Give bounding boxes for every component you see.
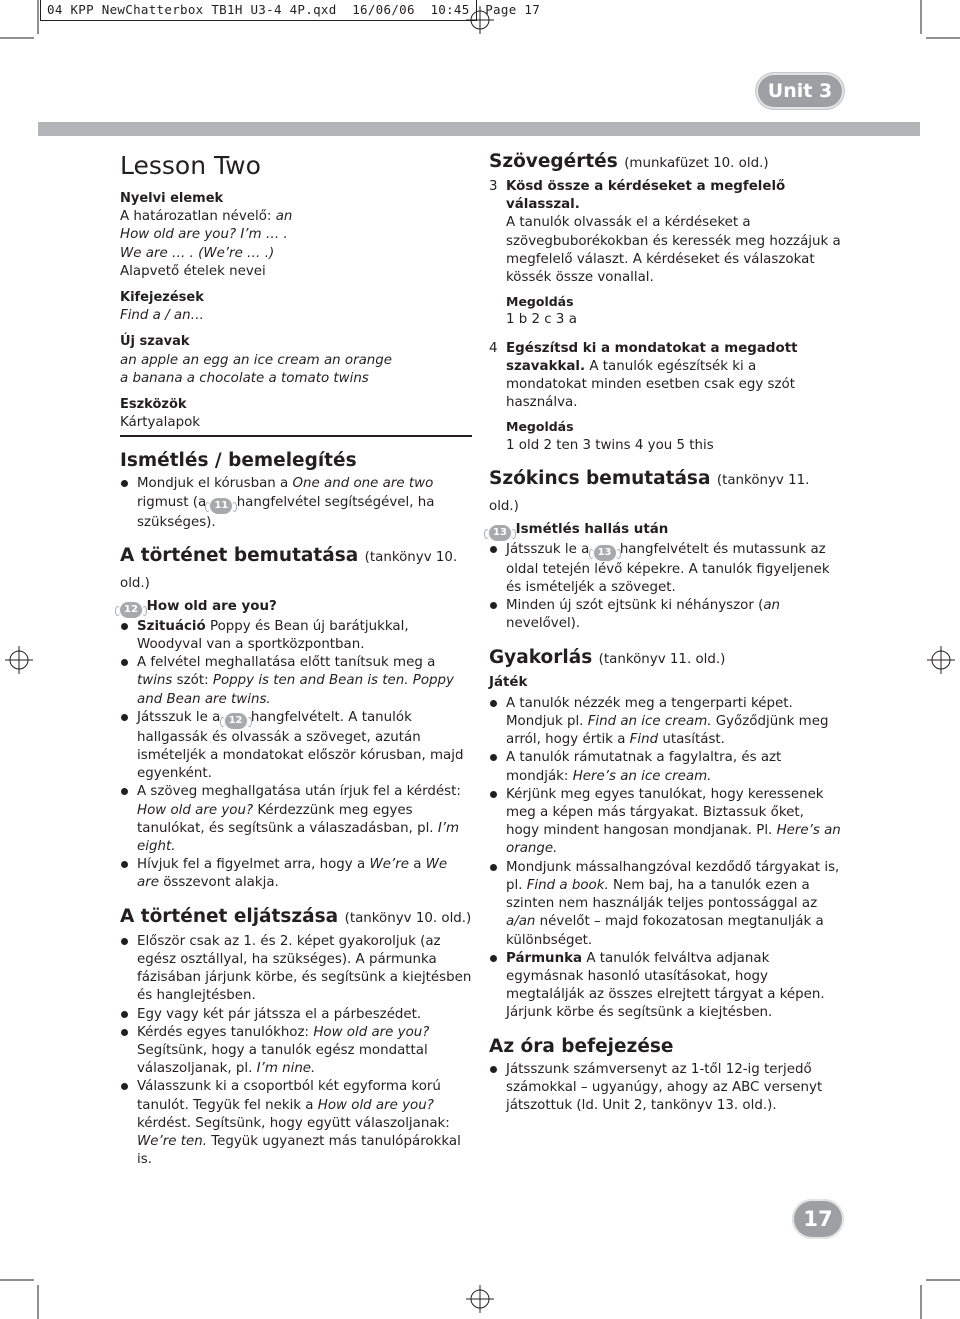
acting-heading: A történet eljátszása (tankönyv 10. old.) bbox=[120, 905, 472, 927]
solution-label: Megoldás bbox=[506, 294, 574, 310]
words-line-2: a banana a chocolate a tomato twins bbox=[120, 370, 369, 386]
solution-label: Megoldás bbox=[506, 419, 574, 435]
page-number: 17 bbox=[792, 1199, 844, 1239]
words-line-1: an apple an egg an ice cream an orange bbox=[120, 352, 393, 368]
registration-mark-bottom bbox=[466, 1285, 494, 1313]
list-item: Először csak az 1. és 2. képet gyakoroljuk (az egész osztállyal, ha szükséges). A pármunka fázisában járjunk körbe, és segítsünk a kiejtésben és hanglejtésben. bbox=[120, 933, 472, 1006]
cd-track-icon: 12 bbox=[225, 713, 247, 729]
acting-list bbox=[120, 933, 472, 1170]
vocabulary-heading: Szókincs bemutatása (tankönyv 11. old.) bbox=[489, 467, 810, 514]
comprehension-heading: Szövegértés (munkafüzet 10. old.) bbox=[489, 151, 769, 172]
exercise-4: 4 Egészítsd ki a mondatokat a megadott szavakkal. A tanulók egészítsék ki a mondatokat minden esetben csak egy szót használva. Megoldás 1 old 2 ten 3 twins 4 you 5 this bbox=[489, 340, 841, 455]
lang-line-3: We are … . (We’re … .) bbox=[120, 245, 275, 261]
list-item: Egy vagy két pár játssza el a párbeszédet. bbox=[120, 1006, 472, 1024]
list-item: Mondjuk el kórusban a One and one are two rigmust (a 11 hangfelvétel segítségével, ha szükséges). bbox=[120, 475, 472, 531]
list-item: Pármunka A tanulók felváltva adjanak egymásnak hasonló utasításokat, hogy megtalálják az összes elrejtett tárgyat a képen. Járjunk körbe és segítsünk a kiejtésben. bbox=[489, 950, 841, 1023]
story-list bbox=[120, 618, 472, 893]
practice-heading: Gyakorlás (tankönyv 11. old.) bbox=[489, 646, 726, 668]
list-item: Hívjuk fel a figyelmet arra, hogy a We’re a We are összevont alakja. bbox=[120, 856, 472, 892]
cd-track-icon: 13 bbox=[594, 545, 616, 561]
cd-track-icon: 11 bbox=[210, 498, 232, 514]
exercise-3: 3 Kösd össze a kérdéseket a megfelelő válasszal. A tanulók olvassák el a kérdéseket a szövegbuborékokban és keressék meg hozzájuk a megfelelő választ. A kérdéseket és válaszokat kössék össze vonallal. Megoldás 1 b 2 c 3 a bbox=[489, 178, 841, 330]
solution-text: 1 b 2 c 3 a bbox=[506, 312, 577, 328]
lesson-title: Lesson Two bbox=[120, 151, 261, 180]
tools-line: Kártyalapok bbox=[120, 415, 201, 431]
lang-line-1: A határozatlan névelő: an bbox=[120, 209, 293, 225]
closing-list bbox=[489, 1061, 841, 1116]
lang-line-2: How old are you? I’m … . bbox=[120, 227, 288, 243]
story-heading: A történet bemutatása (tankönyv 10. old.) bbox=[120, 544, 458, 591]
list-item: Kérdés egyes tanulókhoz: How old are you? Segítsünk, hogy a tanulók egész mondattal válaszoljanak, pl. I’m nine. bbox=[120, 1024, 472, 1079]
registration-mark-right bbox=[927, 646, 955, 674]
list-item: Kérjünk meg egyes tanulókat, hogy keressenek meg a képen más tárgyakat. Biztassuk őket, hogy mindent hangosan mondjanak. Pl. Here’s an orange. bbox=[489, 786, 841, 859]
practice-list bbox=[489, 695, 841, 1023]
warmup-list bbox=[120, 475, 472, 531]
list-item: Válasszunk ki a csoportból két egyforma korú tanulót. Tegyük fel nekik a How old are you? kérdést. Segítsünk, hogy együtt válaszoljanak: We’re ten. Tegyük ugyanezt más tanulópárokkal is. bbox=[120, 1078, 472, 1169]
expr-heading: Kifejezések bbox=[120, 290, 204, 306]
unit-badge: Unit 3 bbox=[756, 73, 844, 109]
solution-text: 1 old 2 ten 3 twins 4 you 5 this bbox=[506, 437, 714, 453]
left-column bbox=[120, 150, 472, 1169]
game-label: Játék bbox=[489, 674, 528, 690]
vocab-subheading: 13 Ismétlés hallás után bbox=[489, 521, 841, 541]
right-column bbox=[489, 150, 841, 1115]
cd-track-icon: 12 bbox=[120, 602, 142, 618]
story-track: 12 How old are you? bbox=[120, 598, 472, 618]
section-rule bbox=[120, 435, 472, 437]
lang-line-4: Alapvető ételek nevei bbox=[120, 263, 266, 279]
registration-mark-left bbox=[5, 646, 33, 674]
list-item: A felvétel meghallatása előtt tanítsuk meg a twins szót: Poppy is ten and Bean is ten. Poppy and Bean are twins. bbox=[120, 654, 472, 709]
closing-heading: Az óra befejezése bbox=[489, 1035, 674, 1057]
print-slug: 04 KPP NewChatterbox TB1H U3-4 4P.qxd 16/06/06 10:45 Page 17 bbox=[40, 0, 477, 21]
words-heading: Új szavak bbox=[120, 334, 190, 350]
list-item: A szöveg meghallgatása után írjuk fel a kérdést: How old are you? Kérdezzünk meg egyes tanulókat, és segítsünk a válaszadásban, pl. I’m eight. bbox=[120, 783, 472, 856]
list-item: Mondjunk mássalhangzóval kezdődő tárgyakat is, pl. Find a book. Nem baj, ha a tanulók ezen a szinten nem használják teljes pontossággal az a/an névelőt – majd fokozatosan megtanulják a különbséget. bbox=[489, 859, 841, 950]
list-item: Minden új szót ejtsünk ki néhányszor (an nevelővel). bbox=[489, 597, 841, 633]
expr-line: Find a / an… bbox=[120, 308, 204, 324]
list-item: A tanulók nézzék meg a tengerparti képet. Mondjuk pl. Find an ice cream. Győződjünk meg arról, hogy értik a Find utasítást. bbox=[489, 695, 841, 750]
header-band bbox=[38, 122, 920, 136]
lang-heading: Nyelvi elemek bbox=[120, 191, 224, 206]
vocab-list bbox=[489, 541, 841, 634]
list-item: A tanulók rámutatnak a fagylaltra, és azt mondják: Here’s an ice cream. bbox=[489, 749, 841, 785]
registration-mark-top bbox=[466, 6, 494, 34]
list-item: Játsszuk le a 12 hangfelvételt. A tanulók hallgassák és olvassák a szöveget, azután ismételjék a mondatokat először kórusban, majd egyenként. bbox=[120, 709, 472, 784]
cd-track-icon: 13 bbox=[489, 525, 511, 541]
list-item: Játsszuk le a 13 hangfelvételt és mutassunk az oldal tetején lévő képekre. A tanulók figyeljenek és ismételjék a szöveget. bbox=[489, 541, 841, 597]
warmup-heading: Ismétlés / bemelegítés bbox=[120, 450, 357, 472]
tools-heading: Eszközök bbox=[120, 397, 187, 413]
list-item: Játsszunk számversenyt az 1-től 12-ig terjedő számokkal – ugyanúgy, ahogy az ABC versenyt játszottuk (ld. Unit 2, tankönyv 13. old.). bbox=[489, 1061, 841, 1116]
list-item: Szituáció Poppy és Bean új barátjukkal, Woodyval van a sportközpontban. bbox=[120, 618, 472, 654]
